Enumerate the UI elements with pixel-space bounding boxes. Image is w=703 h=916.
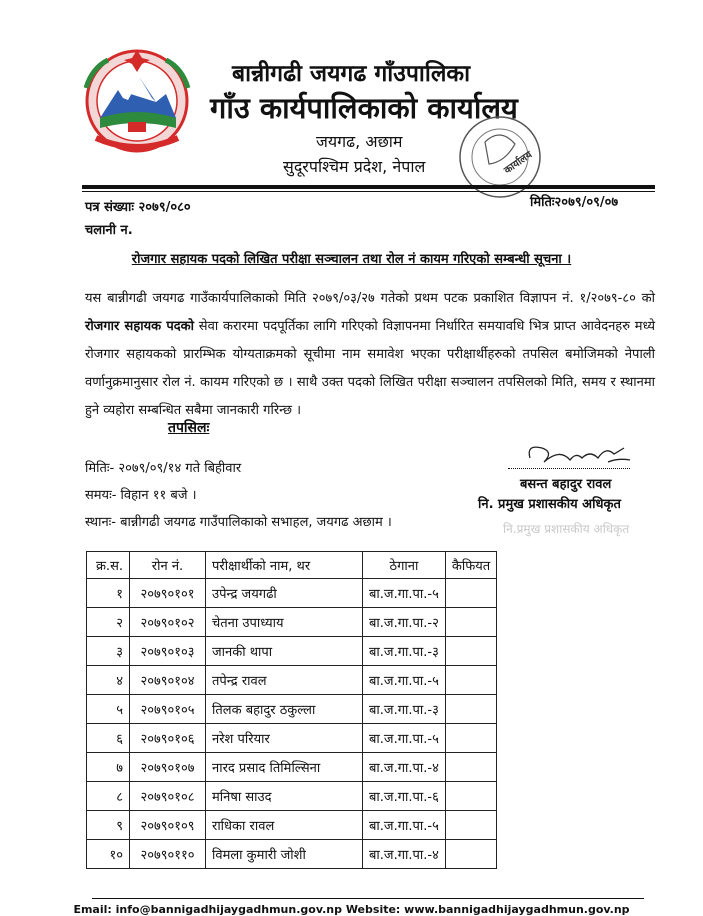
cell-serial: ६: [87, 724, 130, 753]
letter-number: पत्र संख्याः २०७९/०८०: [85, 200, 191, 215]
footer-contact: Email: info@bannigadhijaygadhmun.gov.np Website: www.bannigadhijaygadhmun.gov.np: [73, 903, 630, 916]
body-part-2: सेवा करारमा पदपूर्तिका लागि गरिएको विज्ञापनमा निर्धारित समयावधि भित्र प्राप्त आवेदनहरु मध्ये रोजगार सहायकको प्रारम्भिक योग्यताक्रमको सूचीमा नाम समावेश भएका परीक्षार्थीहरुको तपसिल बमोजिमको नेपाली वर्णानुक्रमानुसार रोल नं. कायम गरिएको छ । साथै उक्त पदको लिखित परीक्षा सञ्चालन तपसिलको मिति, समय र स्थानमा हुने व्यहोरा सम्बन्धित सबैमा जानकारी गरिन्छ ।: [85, 319, 656, 418]
notice-subject-text: रोजगार सहायक पदको लिखित परीक्षा सञ्चालन तथा रोल नं कायम गरिएको सम्बन्धी सूचना ।: [131, 252, 572, 267]
exam-venue: स्थानः- बान्नीगढी जयगढ गाउँपालिकाको सभाहल, जयगढ अछाम ।: [85, 515, 392, 530]
cell-remarks: [445, 782, 496, 811]
cell-remarks: [445, 724, 496, 753]
dispatch-number: चलानी न.: [85, 223, 133, 238]
cell-roll: २०७९०१०८: [130, 782, 206, 811]
cell-name: राधिका रावल: [206, 811, 363, 840]
cell-roll: २०७९०१०४: [130, 666, 206, 695]
col-header-address: ठेगाना: [363, 552, 446, 579]
cell-name: तपेन्द्र रावल: [206, 666, 363, 695]
office-name: गाँउ कार्यपालिकाको कार्यालय: [210, 91, 518, 125]
cell-roll: २०७९०१०९: [130, 811, 206, 840]
col-header-remarks: कैफियत: [445, 552, 496, 579]
exam-date: मितिः- २०७९/०९/१४ गते बिहीवार: [85, 461, 242, 476]
table-row: [87, 666, 497, 695]
cell-serial: १०: [87, 840, 130, 869]
cell-name: तिलक बहादुर ठकुल्ला: [206, 695, 363, 724]
cell-address: बा.ज.गा.पा.-४: [363, 753, 446, 782]
cell-serial: ९: [87, 811, 130, 840]
cell-remarks: [445, 840, 496, 869]
cell-name: नरेश परियार: [206, 724, 363, 753]
table-row: [87, 579, 497, 608]
cell-roll: २०७९०१०२: [130, 608, 206, 637]
exam-time: समयः- विहान ११ बजे ।: [85, 488, 197, 503]
cell-serial: ७: [87, 753, 130, 782]
cell-serial: ५: [87, 695, 130, 724]
cell-serial: ३: [87, 637, 130, 666]
letter-date: मितिः२०७९/०९/०७: [530, 195, 619, 210]
cell-roll: २०७९०१०६: [130, 724, 206, 753]
nepal-government-emblem: [78, 48, 196, 154]
cell-remarks: [445, 637, 496, 666]
cell-name: जानकी थापा: [206, 637, 363, 666]
table-row: [87, 753, 497, 782]
cell-serial: २: [87, 608, 130, 637]
cell-remarks: [445, 579, 496, 608]
header-thick-rule: [82, 185, 655, 189]
faded-designation-stamp: नि.प्रमुख प्रशासकीय अधिकृत: [503, 522, 630, 536]
cell-name: विमला कुमारी जोशी: [206, 840, 363, 869]
cell-roll: २०७९०१०१: [130, 579, 206, 608]
cell-remarks: [445, 666, 496, 695]
cell-name: मनिषा साउद: [206, 782, 363, 811]
table-row: [87, 840, 497, 869]
cell-roll: २०७९०१०७: [130, 753, 206, 782]
body-bold-post: रोजगार सहायक पदको: [85, 319, 194, 334]
cell-address: बा.ज.गा.पा.-५: [363, 579, 446, 608]
office-province: सुदूरपश्चिम प्रदेश, नेपाल: [283, 157, 426, 176]
cell-address: बा.ज.गा.पा.-५: [363, 724, 446, 753]
signature-scribble: [520, 438, 640, 470]
cell-address: बा.ज.गा.पा.-५: [363, 666, 446, 695]
table-row: [87, 695, 497, 724]
cell-serial: ४: [87, 666, 130, 695]
signature-line: [508, 468, 630, 469]
notice-subject: [0, 249, 703, 267]
cell-address: बा.ज.गा.पा.-३: [363, 637, 446, 666]
cell-remarks: [445, 608, 496, 637]
footer-rule: [92, 898, 644, 899]
body-part-1: यस बान्नीगढी जयगढ गाउँकार्यपालिकाको मिति २०७९/०३/२७ गतेको प्रथम पटक प्रकाशित विज्ञापन नं. १/२०७९-८० को: [85, 291, 655, 306]
notice-body: [85, 285, 655, 425]
cell-name: चेतना उपाध्याय: [206, 608, 363, 637]
cell-name: नारद प्रसाद तिमिल्सिना: [206, 753, 363, 782]
cell-roll: २०७९०११०: [130, 840, 206, 869]
cell-address: बा.ज.गा.पा.-४: [363, 840, 446, 869]
cell-roll: २०७९०१०५: [130, 695, 206, 724]
cell-remarks: [445, 695, 496, 724]
signatory-name: बसन्त बहादुर रावल: [520, 477, 612, 492]
cell-serial: १: [87, 579, 130, 608]
col-header-name: परीक्षार्थीको नाम, थर: [206, 552, 363, 579]
cell-serial: ८: [87, 782, 130, 811]
cell-address: बा.ज.गा.पा.-२: [363, 608, 446, 637]
table-row: [87, 724, 497, 753]
municipality-name: बान्नीगढी जयगढ गाँउपालिका: [232, 61, 471, 87]
cell-address: बा.ज.गा.पा.-६: [363, 782, 446, 811]
signatory-designation: नि. प्रमुख प्रशासकीय अधिकृत: [478, 497, 621, 512]
stamp-text: कार्यालय: [502, 149, 535, 177]
col-header-roll: रोन नं.: [130, 552, 206, 579]
table-header-row: [87, 552, 497, 579]
cell-name: उपेन्द्र जयगढी: [206, 579, 363, 608]
table-row: [87, 608, 497, 637]
table-row: [87, 637, 497, 666]
cell-remarks: [445, 811, 496, 840]
table-row: [87, 811, 497, 840]
cell-roll: २०७९०१०३: [130, 637, 206, 666]
col-header-serial: क्र.स.: [87, 552, 130, 579]
office-location: जयगढ, अछाम: [316, 132, 403, 151]
candidate-table: [86, 551, 497, 869]
table-row: [87, 782, 497, 811]
cell-address: बा.ज.गा.पा.-३: [363, 695, 446, 724]
cell-remarks: [445, 753, 496, 782]
cell-address: बा.ज.गा.पा.-५: [363, 811, 446, 840]
schedule-heading: तपसिलः: [168, 420, 210, 436]
